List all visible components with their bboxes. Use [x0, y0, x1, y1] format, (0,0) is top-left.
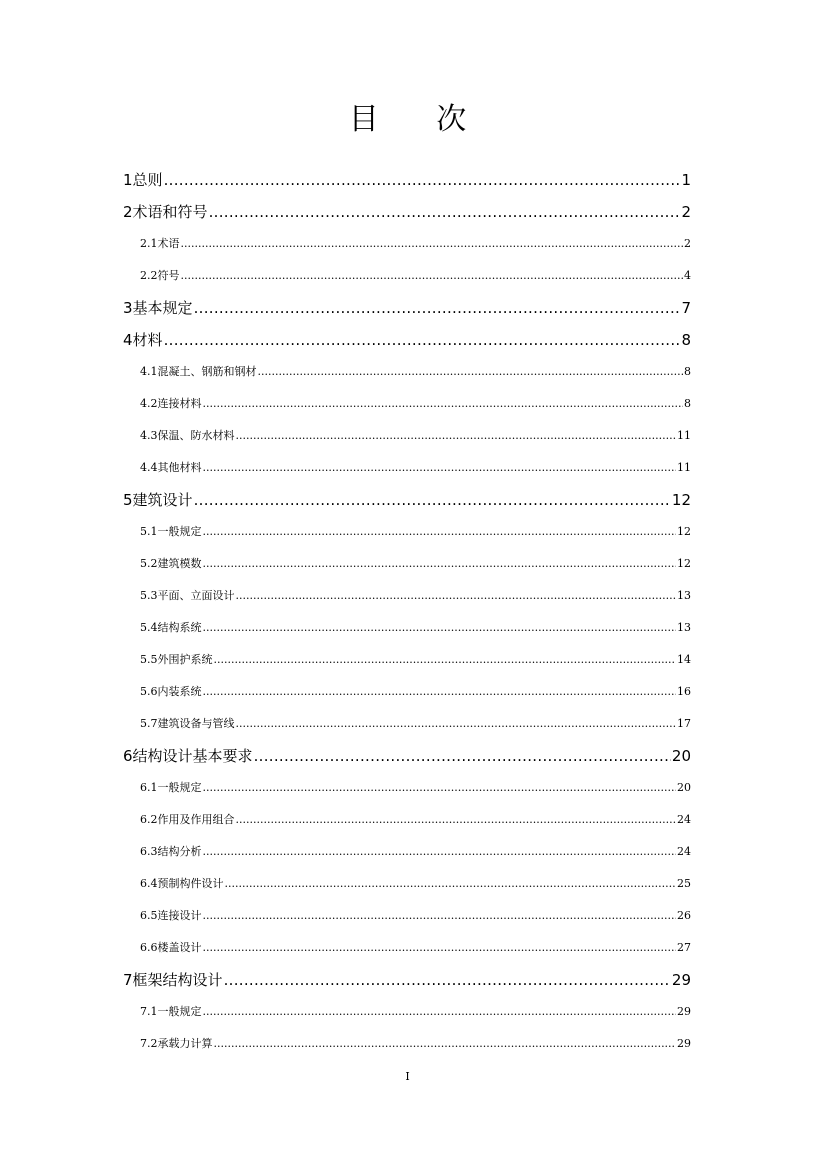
toc-entry-title: 连接材料 [157, 397, 202, 410]
toc-section-entry[interactable] [123, 836, 691, 868]
toc-entry-number: 4 [123, 331, 133, 349]
toc-section-entry[interactable] [123, 900, 691, 932]
toc-entry-number: 4.2 [140, 397, 158, 410]
toc-entry-title: 其他材料 [157, 461, 202, 474]
toc-section-entry[interactable] [123, 644, 691, 676]
toc-entry-number: 5.7 [140, 717, 158, 730]
toc-chapter-entry[interactable] [123, 740, 691, 772]
toc-entry-page: 2 [684, 237, 691, 250]
toc-dot-leader [164, 324, 681, 356]
toc-entry-title: 保温、防水材料 [157, 429, 235, 442]
toc-dot-leader [203, 452, 677, 484]
toc-entry-page: 17 [677, 717, 691, 730]
toc-dot-leader [254, 740, 671, 772]
toc-entry-page: 12 [677, 557, 691, 570]
toc-section-entry[interactable] [123, 388, 691, 420]
toc-entry-number: 5.3 [140, 589, 158, 602]
toc-entry-number: 6.4 [140, 877, 158, 890]
toc-entry-page: 20 [671, 747, 691, 765]
toc-entry-page: 12 [677, 525, 691, 538]
toc-section-entry[interactable] [123, 516, 691, 548]
toc-dot-leader [236, 708, 677, 740]
toc-dot-leader [203, 388, 684, 420]
toc-section-entry[interactable] [123, 580, 691, 612]
toc-dot-leader [203, 996, 677, 1028]
toc-entry-page: 7 [681, 299, 691, 317]
toc-entry-number: 4.3 [140, 429, 158, 442]
toc-entry-page: 2 [681, 203, 691, 221]
toc-entry-number: 2 [123, 203, 133, 221]
toc-entry-title: 一般规定 [157, 1005, 202, 1018]
toc-section-entry[interactable] [123, 228, 691, 260]
toc-entry-number: 6.6 [140, 941, 158, 954]
toc-entry-number: 5 [123, 491, 133, 509]
toc-entry-title: 术语和符号 [132, 203, 208, 221]
toc-dot-leader [181, 228, 684, 260]
toc-entry-page: 29 [671, 971, 691, 989]
toc-entry-number: 2.1 [140, 237, 158, 250]
toc-entry-title: 预制构件设计 [157, 877, 224, 890]
toc-entry-title: 总则 [132, 171, 163, 189]
toc-entry-number: 7.1 [140, 1005, 158, 1018]
toc-entry-title: 符号 [157, 269, 180, 282]
toc-dot-leader [236, 420, 677, 452]
toc-entry-page: 27 [677, 941, 691, 954]
toc-section-entry[interactable] [123, 868, 691, 900]
toc-entry-number: 6.3 [140, 845, 158, 858]
toc-dot-leader [203, 932, 677, 964]
toc-entry-title: 建筑设备与管线 [157, 717, 235, 730]
toc-dot-leader [164, 164, 681, 196]
toc-entry-title: 混凝土、钢筋和钢材 [157, 365, 257, 378]
toc-section-entry[interactable] [123, 1028, 691, 1060]
toc-chapter-entry[interactable] [123, 324, 691, 356]
toc-entry-number: 6.2 [140, 813, 158, 826]
toc-section-entry[interactable] [123, 452, 691, 484]
toc-entry-page: 11 [677, 429, 691, 442]
toc-entry-page: 8 [684, 397, 691, 410]
toc-section-entry[interactable] [123, 356, 691, 388]
toc-dot-leader [203, 772, 677, 804]
toc-entry-title: 承载力计算 [157, 1037, 213, 1050]
toc-entry-page: 26 [677, 909, 691, 922]
toc-dot-leader [203, 548, 677, 580]
toc-entry-page: 16 [677, 685, 691, 698]
toc-entry-title: 结构设计基本要求 [132, 747, 253, 765]
toc-entry-title: 术语 [157, 237, 180, 250]
toc-entry-page: 13 [677, 621, 691, 634]
toc-chapter-entry[interactable] [123, 964, 691, 996]
toc-entry-number: 3 [123, 299, 133, 317]
page-number: I [405, 1070, 410, 1083]
toc-entry-number: 1 [123, 171, 133, 189]
toc-section-entry[interactable] [123, 708, 691, 740]
toc-entry-number: 5.4 [140, 621, 158, 634]
toc-entry-title: 外围护系统 [157, 653, 213, 666]
toc-dot-leader [214, 644, 677, 676]
toc-entry-number: 7.2 [140, 1037, 158, 1050]
toc-entry-number: 2.2 [140, 269, 158, 282]
toc-dot-leader [203, 676, 677, 708]
toc-entry-title: 建筑模数 [157, 557, 202, 570]
toc-entry-title: 一般规定 [157, 525, 202, 538]
toc-entry-page: 29 [677, 1005, 691, 1018]
toc-entry-title: 结构分析 [157, 845, 202, 858]
toc-entry-page: 12 [671, 491, 691, 509]
toc-entry-title: 内装系统 [157, 685, 202, 698]
toc-dot-leader [203, 516, 677, 548]
toc-entry-page: 11 [677, 461, 691, 474]
toc-chapter-entry[interactable] [123, 484, 691, 516]
toc-entry-title: 楼盖设计 [157, 941, 202, 954]
toc-entry-page: 13 [677, 589, 691, 602]
toc-dot-leader [203, 612, 677, 644]
toc-entry-title: 基本规定 [132, 299, 193, 317]
toc-dot-leader [236, 804, 677, 836]
toc-section-entry[interactable] [123, 612, 691, 644]
toc-dot-leader [194, 292, 681, 324]
toc-entry-number: 4.4 [140, 461, 158, 474]
toc-section-entry[interactable] [123, 804, 691, 836]
toc-section-entry[interactable] [123, 676, 691, 708]
toc-section-entry[interactable] [123, 932, 691, 964]
toc-entry-title: 连接设计 [157, 909, 202, 922]
toc-entry-number: 5.6 [140, 685, 158, 698]
toc-entry-page: 20 [677, 781, 691, 794]
toc-entry-page: 25 [677, 877, 691, 890]
toc-entry-page: 4 [684, 269, 691, 282]
toc-entry-title: 结构系统 [157, 621, 202, 634]
toc-dot-leader [203, 900, 677, 932]
toc-entry-number: 6.1 [140, 781, 158, 794]
toc-entry-title: 作用及作用组合 [157, 813, 235, 826]
toc-entry-page: 8 [684, 365, 691, 378]
toc-dot-leader [203, 836, 677, 868]
toc-dot-leader [224, 964, 671, 996]
toc-entry-number: 4.1 [140, 365, 158, 378]
toc-entry-title: 建筑设计 [132, 491, 193, 509]
toc-entry-page: 14 [677, 653, 691, 666]
toc-section-entry[interactable] [123, 996, 691, 1028]
toc-entry-title: 一般规定 [157, 781, 202, 794]
toc-entry-number: 6 [123, 747, 133, 765]
toc-section-entry[interactable] [123, 772, 691, 804]
toc-entry-title: 框架结构设计 [132, 971, 223, 989]
toc-dot-leader [194, 484, 671, 516]
toc-dot-leader [225, 868, 677, 900]
toc-entry-number: 6.5 [140, 909, 158, 922]
table-of-contents [123, 164, 691, 1060]
toc-entry-page: 29 [677, 1037, 691, 1050]
toc-entry-page: 24 [677, 845, 691, 858]
toc-entry-number: 5.2 [140, 557, 158, 570]
toc-section-entry[interactable] [123, 548, 691, 580]
toc-entry-number: 7 [123, 971, 133, 989]
toc-dot-leader [258, 356, 684, 388]
toc-entry-page: 1 [681, 171, 691, 189]
toc-dot-leader [214, 1028, 677, 1060]
toc-chapter-entry[interactable] [123, 196, 691, 228]
toc-dot-leader [209, 196, 681, 228]
toc-dot-leader [181, 260, 684, 292]
toc-chapter-entry[interactable] [123, 164, 691, 196]
toc-entry-page: 24 [677, 813, 691, 826]
toc-entry-page: 8 [681, 331, 691, 349]
page-title: 目 次 [348, 102, 491, 137]
toc-chapter-entry[interactable] [123, 292, 691, 324]
toc-dot-leader [236, 580, 677, 612]
toc-entry-number: 5.5 [140, 653, 158, 666]
toc-section-entry[interactable] [123, 420, 691, 452]
toc-section-entry[interactable] [123, 260, 691, 292]
toc-entry-title: 平面、立面设计 [157, 589, 235, 602]
toc-entry-number: 5.1 [140, 525, 158, 538]
toc-entry-title: 材料 [132, 331, 163, 349]
